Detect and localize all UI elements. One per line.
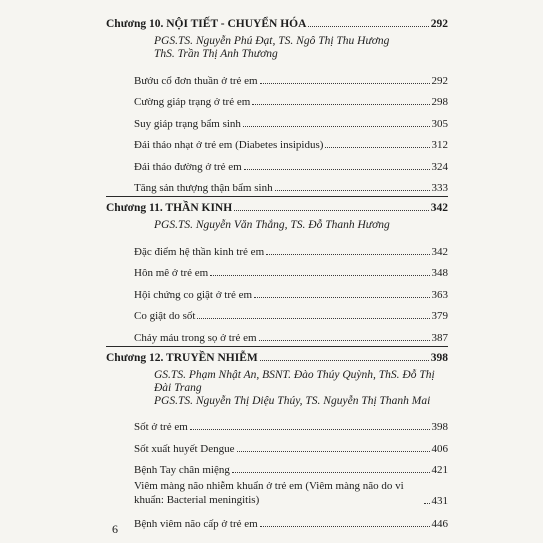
entry-page: 406 [431, 442, 448, 455]
entry-title: Sốt xuất huyết Dengue [134, 442, 235, 455]
entry-title: Bệnh viêm não cấp ở trẻ em [134, 517, 258, 530]
entry-page: 379 [431, 310, 448, 322]
dot-leader [254, 297, 429, 298]
entry-page: 421 [431, 464, 448, 476]
entry-page: 431 [431, 495, 448, 507]
toc-entry [106, 65, 448, 87]
chapter-title: Chương 12. TRUYỀN NHIỄM [106, 351, 258, 364]
entry-page: 324 [431, 160, 448, 173]
entry-page: 292 [431, 74, 448, 87]
author-line: PGS.TS. Nguyễn Phú Đạt, TS. Ngô Thị Thu Hương [154, 35, 390, 47]
toc-entry [106, 412, 448, 434]
entry-title: Tăng sản thượng thận bẩm sinh [134, 182, 273, 194]
entry-page: 398 [431, 421, 448, 433]
entry-title: Cường giáp trạng ở trẻ em [134, 96, 251, 108]
toc-entry [106, 108, 448, 130]
dot-leader [260, 526, 430, 527]
entry-page: 298 [431, 96, 448, 108]
dot-leader [325, 147, 429, 148]
entry-title: Co giật do sốt [134, 310, 196, 322]
toc-entry [106, 508, 448, 530]
dot-leader [259, 340, 430, 341]
author-line: PGS.TS. Nguyễn Văn Thắng, TS. Đỗ Thanh Hương [154, 219, 390, 231]
entry-page: 312 [431, 139, 448, 151]
toc-entry [106, 279, 448, 301]
toc-entry [106, 476, 448, 508]
dot-leader [210, 275, 429, 276]
chapter-page: 398 [430, 351, 448, 364]
toc-entry [106, 258, 448, 280]
dot-leader [237, 451, 430, 452]
dot-leader [424, 503, 430, 504]
dot-leader [266, 254, 429, 255]
chapter-title: Chương 10. NỘI TIẾT - CHUYỂN HÓA [106, 18, 307, 30]
entry-page: 446 [431, 517, 448, 530]
entry-title: Hội chứng co giật ở trẻ em [134, 288, 253, 301]
toc-entry [106, 87, 448, 109]
toc-entry [106, 455, 448, 477]
chapter-10-heading [106, 12, 448, 32]
entry-page: 348 [431, 267, 448, 279]
dot-leader [232, 472, 430, 473]
dot-leader [190, 429, 430, 430]
entry-title: Hôn mê ở trẻ em [134, 267, 209, 279]
chapter-11-heading [106, 196, 448, 216]
entry-title: Viêm màng não nhiễm khuẩn ở trẻ em (Viêm màng não do vi khuẩn: Bacterial meningitis) [134, 480, 404, 506]
table-of-contents [106, 12, 448, 530]
chapter-title: Chương 11. THẦN KINH [106, 202, 233, 214]
entry-title: Đặc điểm hệ thần kinh trẻ em [134, 245, 265, 258]
toc-entry [106, 130, 448, 152]
toc-entry [106, 236, 448, 258]
chapter-page: 292 [430, 18, 448, 30]
page-number: 6 [112, 522, 118, 536]
entry-title: Bệnh Tay chân miệng [134, 464, 230, 476]
entry-title: Đái tháo đường ở trẻ em [134, 160, 242, 173]
author-line: ThS. Trần Thị Anh Thương [154, 48, 278, 60]
dot-leader [244, 169, 430, 170]
chapter-10-authors [106, 35, 448, 61]
dot-leader [308, 26, 428, 27]
entry-title: Chảy máu trong sọ ở trẻ em [134, 331, 257, 344]
entry-title: Bướu cổ đơn thuần ở trẻ em [134, 74, 258, 87]
chapter-page: 342 [430, 202, 448, 214]
toc-entry [106, 322, 448, 344]
entry-page: 363 [431, 288, 448, 301]
dot-leader [275, 190, 430, 191]
dot-leader [260, 83, 430, 84]
toc-entry [106, 433, 448, 455]
toc-entry [106, 151, 448, 173]
entry-title: Đái tháo nhạt ở trẻ em (Diabetes insipidus) [134, 139, 324, 151]
author-line: GS.TS. Phạm Nhật An, BSNT. Đào Thúy Quỳnh, ThS. Đỗ Thị Đài Trang [154, 368, 435, 394]
chapter-12-authors [106, 369, 448, 408]
entry-title: Suy giáp trạng bẩm sinh [134, 117, 241, 130]
entry-title: Sốt ở trẻ em [134, 421, 188, 433]
author-line: PGS.TS. Nguyễn Thị Diệu Thúy, TS. Nguyễn Thị Thanh Mai [154, 394, 431, 407]
dot-leader [252, 104, 429, 105]
chapter-12-heading [106, 346, 448, 366]
dot-leader [243, 126, 430, 127]
toc-entry [106, 301, 448, 323]
entry-page: 342 [431, 245, 448, 258]
chapter-11-authors [106, 219, 448, 232]
dot-leader [197, 318, 429, 319]
dot-leader [234, 210, 429, 211]
entry-page: 305 [431, 117, 448, 130]
entry-page: 387 [431, 331, 448, 344]
dot-leader [260, 360, 429, 361]
entry-page: 333 [431, 182, 448, 194]
toc-entry [106, 173, 448, 195]
